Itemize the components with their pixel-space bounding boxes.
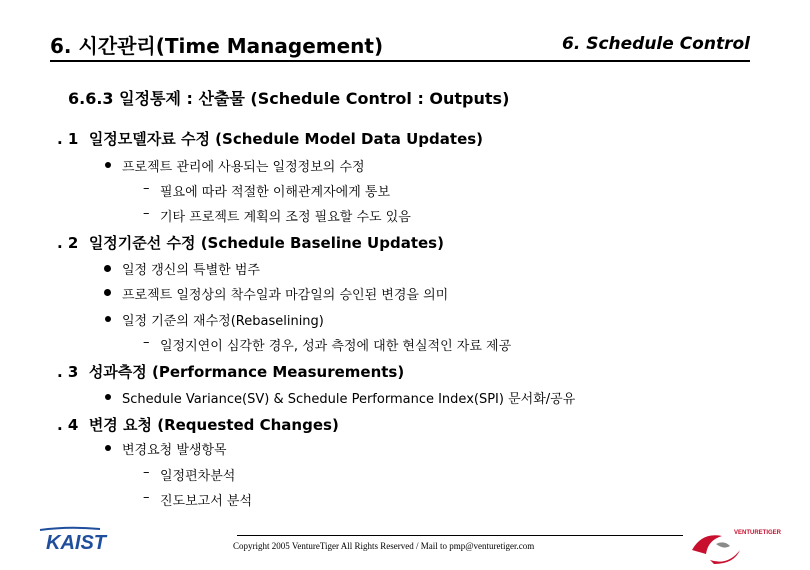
dash-icon: – <box>143 465 150 480</box>
bullet-icon <box>105 394 111 400</box>
section-4-bullet-1: 변경요청 발생항목 <box>122 443 227 458</box>
bullet-icon <box>104 265 111 272</box>
bullet-icon <box>105 162 111 168</box>
section-2-number: . 2 <box>57 234 79 252</box>
section-1-number: . 1 <box>57 130 79 148</box>
section-4-heading <box>57 414 339 435</box>
bullet-icon <box>104 289 111 296</box>
section-1-bullet-1: 프로젝트 관리에 사용되는 일정정보의 수정 <box>122 160 365 175</box>
dash-icon: – <box>143 206 150 221</box>
section-1-dash-1: 필요에 따라 적절한 이해관계자에게 통보 <box>160 185 391 200</box>
chapter-subtitle: 6. Schedule Control <box>562 34 750 54</box>
dash-icon: – <box>143 181 150 196</box>
page-title: 6. 시간관리(Time Management) <box>50 34 384 58</box>
bullet-icon <box>105 445 111 451</box>
section-4-dash-1: 일정편차분석 <box>160 469 236 484</box>
title-divider <box>50 60 750 62</box>
section-2-bullet-1: 일정 갱신의 특별한 범주 <box>122 263 260 278</box>
section-2-title: 일정기준선 수정 (Schedule Baseline Updates) <box>88 234 444 252</box>
section-4-number: . 4 <box>57 416 79 434</box>
section-heading: 6.6.3 일정통제 : 산출물 (Schedule Control : Outputs) <box>68 89 510 108</box>
section-4-dash-2: 진도보고서 분석 <box>160 494 253 509</box>
section-1-title: 일정모델자료 수정 (Schedule Model Data Updates) <box>88 130 484 148</box>
section-1-dash-2: 기타 프로젝트 계획의 조정 필요할 수도 있음 <box>160 210 411 225</box>
section-3-bullet-1: Schedule Variance(SV) & Schedule Performance Index(SPI) 문서화/공유 <box>122 392 576 407</box>
kaist-logo <box>38 526 124 556</box>
section-2-bullet-2: 프로젝트 일정상의 착수일과 마감일의 승인된 변경을 의미 <box>122 288 449 303</box>
copyright-text: Copyright 2005 VentureTiger All Rights Reserved / Mail to pmp@venturetiger.com <box>233 541 535 551</box>
venturetiger-logo <box>688 520 782 570</box>
section-3-title: 성과측정 (Performance Measurements) <box>88 363 405 381</box>
venturetiger-logo-text: VENTURETIGER <box>734 530 782 536</box>
section-2-bullet-3: 일정 기준의 재수정(Rebaselining) <box>122 314 324 329</box>
dash-icon: – <box>143 335 150 350</box>
section-4-title: 변경 요청 (Requested Changes) <box>88 416 339 434</box>
footer-divider <box>237 535 683 536</box>
section-3-number: . 3 <box>57 363 79 381</box>
dash-icon: – <box>143 490 150 505</box>
section-2-dash-1: 일정지연이 심각한 경우, 성과 측정에 대한 현실적인 자료 제공 <box>160 339 512 354</box>
section-1-heading <box>57 128 483 149</box>
section-2-heading <box>57 232 444 253</box>
kaist-logo-text: KAIST <box>46 532 106 554</box>
bullet-icon <box>105 316 111 322</box>
section-3-heading <box>57 361 404 382</box>
